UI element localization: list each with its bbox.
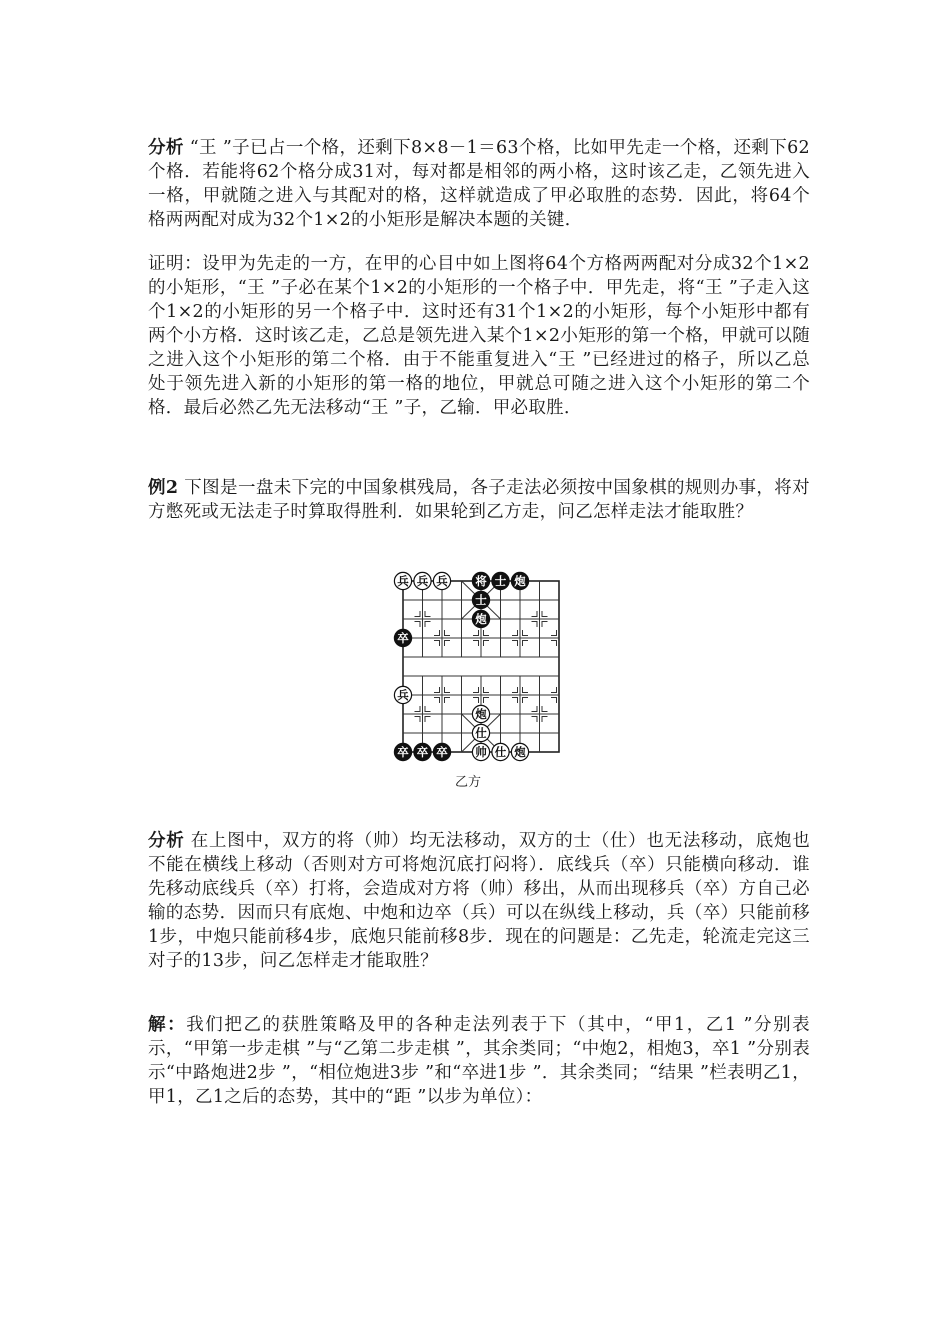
position-mark	[445, 630, 451, 636]
piece-label: 兵	[397, 574, 409, 588]
xiangqi-board-figure	[388, 566, 570, 796]
solution-text: 我们把乙的获胜策略及甲的各种走法列表于下（其中，“甲1，乙1 ”分别表示，“甲第一步走棋 ”与“乙第二步走棋 ”，其余类同；“中炮2，相炮3，卒1 ”分别表示“中路炮进2步 ”，“相位炮进3步 ”和“卒进1步 ”．其余类同；“结果 ”栏表明乙1，甲1，乙1之后的态势，其中的“距 ”以步为单位）：	[148, 1015, 810, 1107]
xiangqi-board	[388, 566, 570, 771]
position-mark	[415, 717, 421, 723]
position-mark	[523, 641, 529, 647]
analysis-lead: 分析	[148, 138, 184, 158]
analysis-paragraph-1	[148, 136, 810, 232]
position-mark	[434, 630, 440, 636]
position-mark	[484, 687, 490, 693]
piece-label: 炮	[475, 612, 487, 626]
position-mark	[551, 641, 557, 647]
position-mark	[425, 717, 431, 723]
solution-lead: 解：	[148, 1015, 187, 1035]
position-mark	[542, 706, 548, 712]
example2-text: 下图是一盘未下完的中国象棋残局，各子走法必须按中国象棋的规则办事，将对方憋死或无法走子时算取得胜利．如果轮到乙方走，问乙怎样走法才能取胜？	[148, 478, 810, 522]
position-mark	[512, 698, 518, 704]
position-mark	[512, 630, 518, 636]
position-mark	[473, 641, 479, 647]
position-mark	[425, 706, 431, 712]
position-mark	[415, 611, 421, 617]
position-mark	[434, 641, 440, 647]
position-mark	[542, 717, 548, 723]
position-mark	[512, 641, 518, 647]
piece-label: 仕	[475, 726, 487, 740]
piece-label: 将	[475, 574, 487, 588]
position-mark	[523, 687, 529, 693]
position-mark	[523, 630, 529, 636]
position-mark	[445, 641, 451, 647]
position-mark	[532, 611, 538, 617]
piece-label: 兵	[416, 574, 429, 588]
piece-label: 帅	[475, 745, 487, 759]
piece-label: 卒	[397, 745, 409, 759]
proof-text: 证明：设甲为先走的一方，在甲的心目中如上图将64个方格两两配对分成32个1×2的小矩形，“王 ”子必在某个1×2的小矩形的一个格子中．甲先走，将“王 ”子走入这个1×2的小矩形的另一个格子中．这时还有31个1×2的小矩形，每个小矩形中都有两个小方格．这时该乙走，乙总是领先进入某个1×2小矩形的第一个格，甲就可以随之进入这个小矩形的第二个格．由于不能重复进入“王 ”已经进过的格子，所以乙总处于领先进入新的小矩形的第一格的地位，甲就总可随之进入这个小矩形的第二个格．最后必然乙先无法移动“王 ”子，乙输．甲必取胜．	[148, 254, 810, 418]
piece-label: 兵	[397, 688, 409, 702]
position-mark	[434, 687, 440, 693]
example2-lead: 例2	[148, 478, 179, 498]
piece-label: 炮	[514, 574, 526, 588]
position-mark	[425, 622, 431, 628]
position-mark	[551, 630, 557, 636]
position-mark	[532, 706, 538, 712]
analysis-text: “王 ”子已占一个格，还剩下8×8－1＝63个格，比如甲先走一个格，还剩下62个格．若能将62个格分成31对，每对都是相邻的两小格，这时该乙走，乙领先进入一格，甲就随之进入与其配对的格，这样就造成了甲必取胜的态势．因此，将64个格两两配对成为32个1×2的小矩形是解决本题的关键．	[148, 138, 810, 230]
position-mark	[473, 698, 479, 704]
piece-label: 炮	[514, 745, 526, 759]
piece-label: 士	[475, 593, 487, 607]
piece-label: 兵	[436, 574, 448, 588]
position-mark	[542, 622, 548, 628]
position-mark	[542, 611, 548, 617]
position-mark	[415, 622, 421, 628]
position-mark	[551, 687, 557, 693]
position-mark	[473, 687, 479, 693]
position-mark	[484, 630, 490, 636]
position-mark	[445, 698, 451, 704]
position-mark	[434, 698, 440, 704]
piece-label: 炮	[475, 707, 487, 721]
example2-paragraph	[148, 476, 810, 524]
position-mark	[415, 706, 421, 712]
analysis-paragraph-2	[148, 829, 810, 973]
position-mark	[425, 611, 431, 617]
piece-label: 卒	[397, 631, 409, 645]
proof-paragraph	[148, 252, 810, 420]
position-mark	[445, 687, 451, 693]
position-mark	[523, 698, 529, 704]
board-caption: 乙方	[455, 775, 482, 790]
position-mark	[473, 630, 479, 636]
piece-label: 卒	[416, 745, 429, 759]
solution-paragraph	[148, 1013, 810, 1109]
analysis2-text: 在上图中，双方的将（帅）均无法移动，双方的士（仕）也无法移动，底炮也不能在横线上移动（否则对方可将炮沉底打闷将）．底线兵（卒）只能横向移动．谁先移动底线兵（卒）打将，会造成对方将（帅）移出，从而出现移兵（卒）方自己必输的态势．因而只有底炮、中炮和边卒（兵）可以在纵线上移动，兵（卒）只能前移1步，中炮只能前移4步，底炮只能前移8步．现在的问题是：乙先走，轮流走完这三对子的13步，问乙怎样走才能取胜？	[148, 831, 810, 971]
position-mark	[551, 698, 557, 704]
position-mark	[532, 717, 538, 723]
piece-label: 仕	[494, 745, 507, 759]
piece-label: 卒	[436, 745, 448, 759]
position-mark	[532, 622, 538, 628]
position-mark	[484, 641, 490, 647]
analysis2-lead: 分析	[148, 831, 185, 851]
position-mark	[484, 698, 490, 704]
position-mark	[512, 687, 518, 693]
piece-label: 士	[494, 574, 507, 588]
